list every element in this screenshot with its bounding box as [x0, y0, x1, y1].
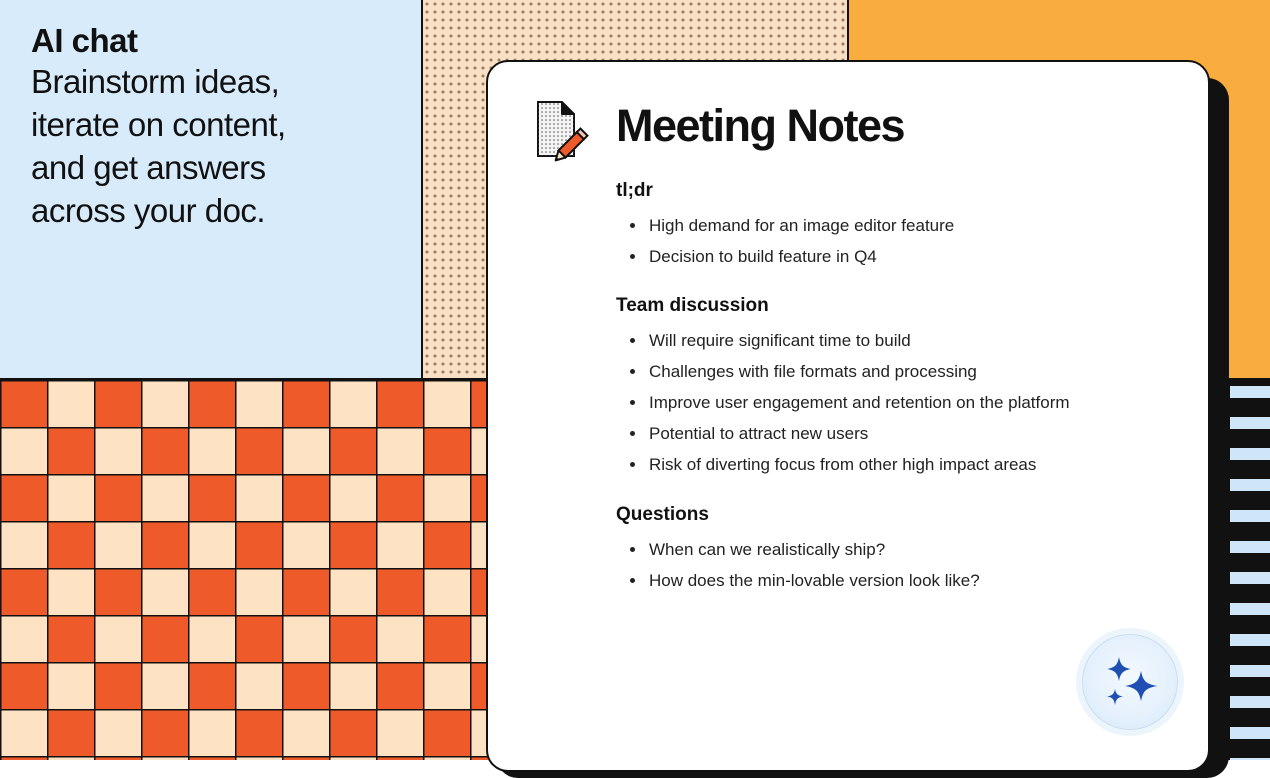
list-item[interactable]: • Will require significant time to build — [647, 325, 1176, 356]
questions-section — [616, 504, 1176, 596]
list-item[interactable]: • Decision to build feature in Q4 — [647, 241, 1176, 272]
checkerboard-grid-lines — [0, 380, 488, 760]
list-item[interactable]: • Risk of diverting focus from other high impact areas — [647, 449, 1176, 480]
list-item[interactable]: • How does the min-lovable version look like? — [647, 565, 1176, 596]
document-pencil-icon — [532, 98, 594, 162]
list-item[interactable]: • Improve user engagement and retention on the platform — [647, 387, 1176, 418]
promo-line-1: Brainstorm ideas, — [31, 63, 280, 100]
list-item[interactable]: • When can we realistically ship? — [647, 534, 1176, 565]
meeting-notes-document — [486, 60, 1210, 772]
list-item[interactable]: • Potential to attract new users — [647, 418, 1176, 449]
section-heading[interactable]: Team discussion — [616, 295, 769, 316]
promo-title: AI chat — [31, 22, 138, 59]
ai-chat-button[interactable] — [1082, 634, 1178, 730]
promo-line-3: and get answers — [31, 149, 266, 186]
list-item[interactable]: • High demand for an image editor feature — [647, 210, 1176, 241]
list-item[interactable]: • Challenges with file formats and processing — [647, 356, 1176, 387]
promo-heading — [31, 22, 411, 232]
promo-panel — [0, 0, 423, 380]
team-discussion-section — [616, 295, 1176, 480]
tldr-section — [616, 180, 1176, 272]
checkerboard-background-panel — [0, 380, 488, 760]
document-title[interactable]: Meeting Notes — [616, 100, 905, 151]
section-heading[interactable]: Questions — [616, 504, 709, 525]
promo-line-4: across your doc. — [31, 192, 266, 229]
section-heading[interactable]: tl;dr — [616, 180, 653, 201]
promo-line-2: iterate on content, — [31, 106, 286, 143]
